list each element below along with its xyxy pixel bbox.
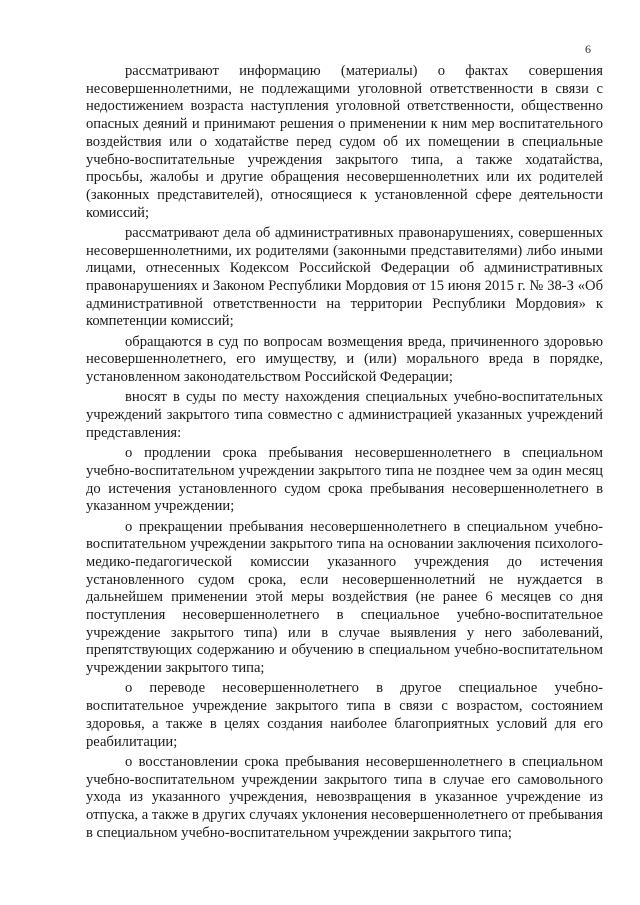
- paragraph: рассматривают информацию (материалы) о фактах совершения несовершеннолетними, не подлежащими уголовной ответственности в связи с недостижением возраста наступления уголовной ответственности, общественно опасных деяний и принимают решения о применении к ним мер воспитательного воздействия или о ходатайстве перед судом об их помещении в специальные учебно-воспитательные учреждения закрытого типа, а также ходатайства, просьбы, жалобы и другие обращения несовершеннолетних или их родителей (законных представителей), относящиеся к установленной сфере деятельности комиссий;: [86, 63, 603, 221]
- paragraph: обращаются в суд по вопросам возмещения вреда, причиненного здоровью несовершеннолетнего, его имуществу, и (или) морального вреда в порядке, установленном законодательством Российской Федерации;: [86, 333, 603, 386]
- paragraph: рассматривают дела об административных правонарушениях, совершенных несовершеннолетними, их родителями (законными представителями) либо иными лицами, отнесенных Кодексом Российской Федерации об административных правонарушениях и Законом Республики Мордовия от 15 июня 2015 г. № 38-З «Об административной ответственности на территории Республики Мордовия» к компетенции комиссий;: [86, 224, 603, 330]
- paragraph: вносят в суды по месту нахождения специальных учебно-воспитательных учреждений закрытого типа совместно с администрацией указанных учреждений представления:: [86, 389, 603, 441]
- paragraph: о продлении срока пребывания несовершеннолетнего в специальном учебно-воспитательном учреждении закрытого типа не позднее чем за один месяц до истечения установленного судом срока пребывания несовершеннолетнего в указанном учреждении;: [86, 445, 603, 515]
- page-number: 6: [585, 42, 591, 56]
- paragraph: о восстановлении срока пребывания несовершеннолетнего в специальном учебно-воспитательном учреждении закрытого типа в случае его самовольного ухода из указанного учреждения, невозвращения в указанное учреждение из отпуска, а также в других случаях уклонения несовершеннолетнего от пребывания в специальном учебно-воспитательном учреждении закрытого типа;: [86, 753, 603, 841]
- paragraph: о переводе несовершеннолетнего в другое специальное учебно-воспитательное учреждение закрытого типа в связи с возрастом, состоянием здоровья, а также в целях создания наиболее благоприятных условий для его реабилитации;: [86, 680, 603, 750]
- paragraph: о прекращении пребывания несовершеннолетнего в специальном учебно-воспитательном учреждении закрытого типа на основании заключения психолого-медико-педагогической комиссии указанного учреждения до истечения установленного судом срока, если несовершеннолетний не нуждается в дальнейшем применении этой меры воздействия (не ранее 6 месяцев со дня поступления несовершеннолетнего в специальное учебно-воспитательное учреждение закрытого типа) или в случае выявления у него заболеваний, препятствующих содержанию и обучению в специальном учебно-воспитательном учреждении закрытого типа;: [86, 518, 603, 677]
- document-body: [86, 63, 603, 845]
